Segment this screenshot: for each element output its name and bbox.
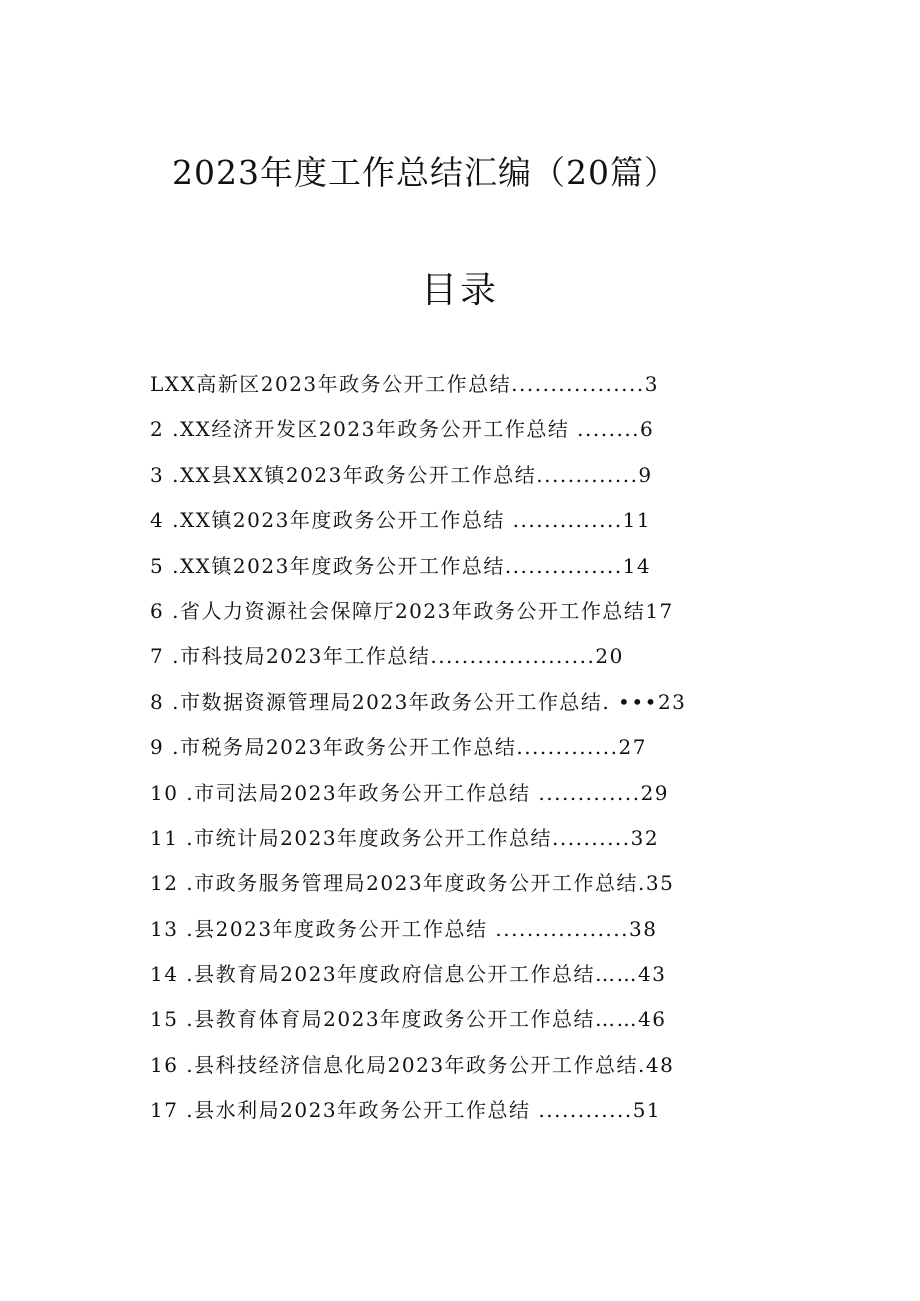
toc-entry[interactable]: 10 .市司法局2023年政务公开工作总结 .............29 (150, 780, 670, 805)
toc-heading: 目录 (420, 270, 499, 311)
toc-entry[interactable]: 13 .县2023年度政务公开工作总结 .................38 (150, 916, 658, 941)
toc-entry[interactable]: 11 .市统计局2023年度政务公开工作总结..........32 (150, 825, 660, 850)
toc-entry[interactable]: 6 .省人力资源社会保障厅2023年政务公开工作总结17 (150, 598, 674, 623)
table-of-contents (150, 364, 750, 1136)
toc-entry[interactable]: 5 .XX镇2023年度政务公开工作总结...............14 (150, 553, 652, 578)
toc-entry[interactable]: 9 .市税务局2023年政务公开工作总结.............27 (150, 735, 647, 760)
toc-entry[interactable]: 12 .市政务服务管理局2023年度政务公开工作总结.35 (150, 871, 675, 896)
toc-entry[interactable]: 3 .XX县XX镇2023年政务公开工作总结.............9 (150, 462, 653, 487)
toc-entry[interactable]: 2 .XX经济开发区2023年政务公开工作总结 ........6 (150, 417, 655, 442)
toc-entry[interactable]: 8 .市数据资源管理局2023年政务公开工作总结. •••23 (150, 689, 687, 714)
toc-entry[interactable]: 14 .县教育局2023年度政府信息公开工作总结……43 (150, 962, 667, 987)
toc-entry[interactable]: 16 .县科技经济信息化局2023年政务公开工作总结.48 (150, 1052, 675, 1077)
toc-entry[interactable]: 7 .市科技局2023年工作总结.....................20 (150, 644, 624, 669)
toc-entry[interactable]: 17 .县水利局2023年政务公开工作总结 ............51 (150, 1098, 662, 1123)
toc-entry[interactable]: 4 .XX镇2023年度政务公开工作总结 ..............11 (150, 508, 652, 533)
toc-entry[interactable]: LXX高新区2023年政务公开工作总结.................3 (150, 372, 659, 396)
toc-entry[interactable]: 15 .县教育体育局2023年度政务公开工作总结……46 (150, 1007, 667, 1032)
document-title: 2023年度工作总结汇编（20篇） (172, 153, 678, 192)
